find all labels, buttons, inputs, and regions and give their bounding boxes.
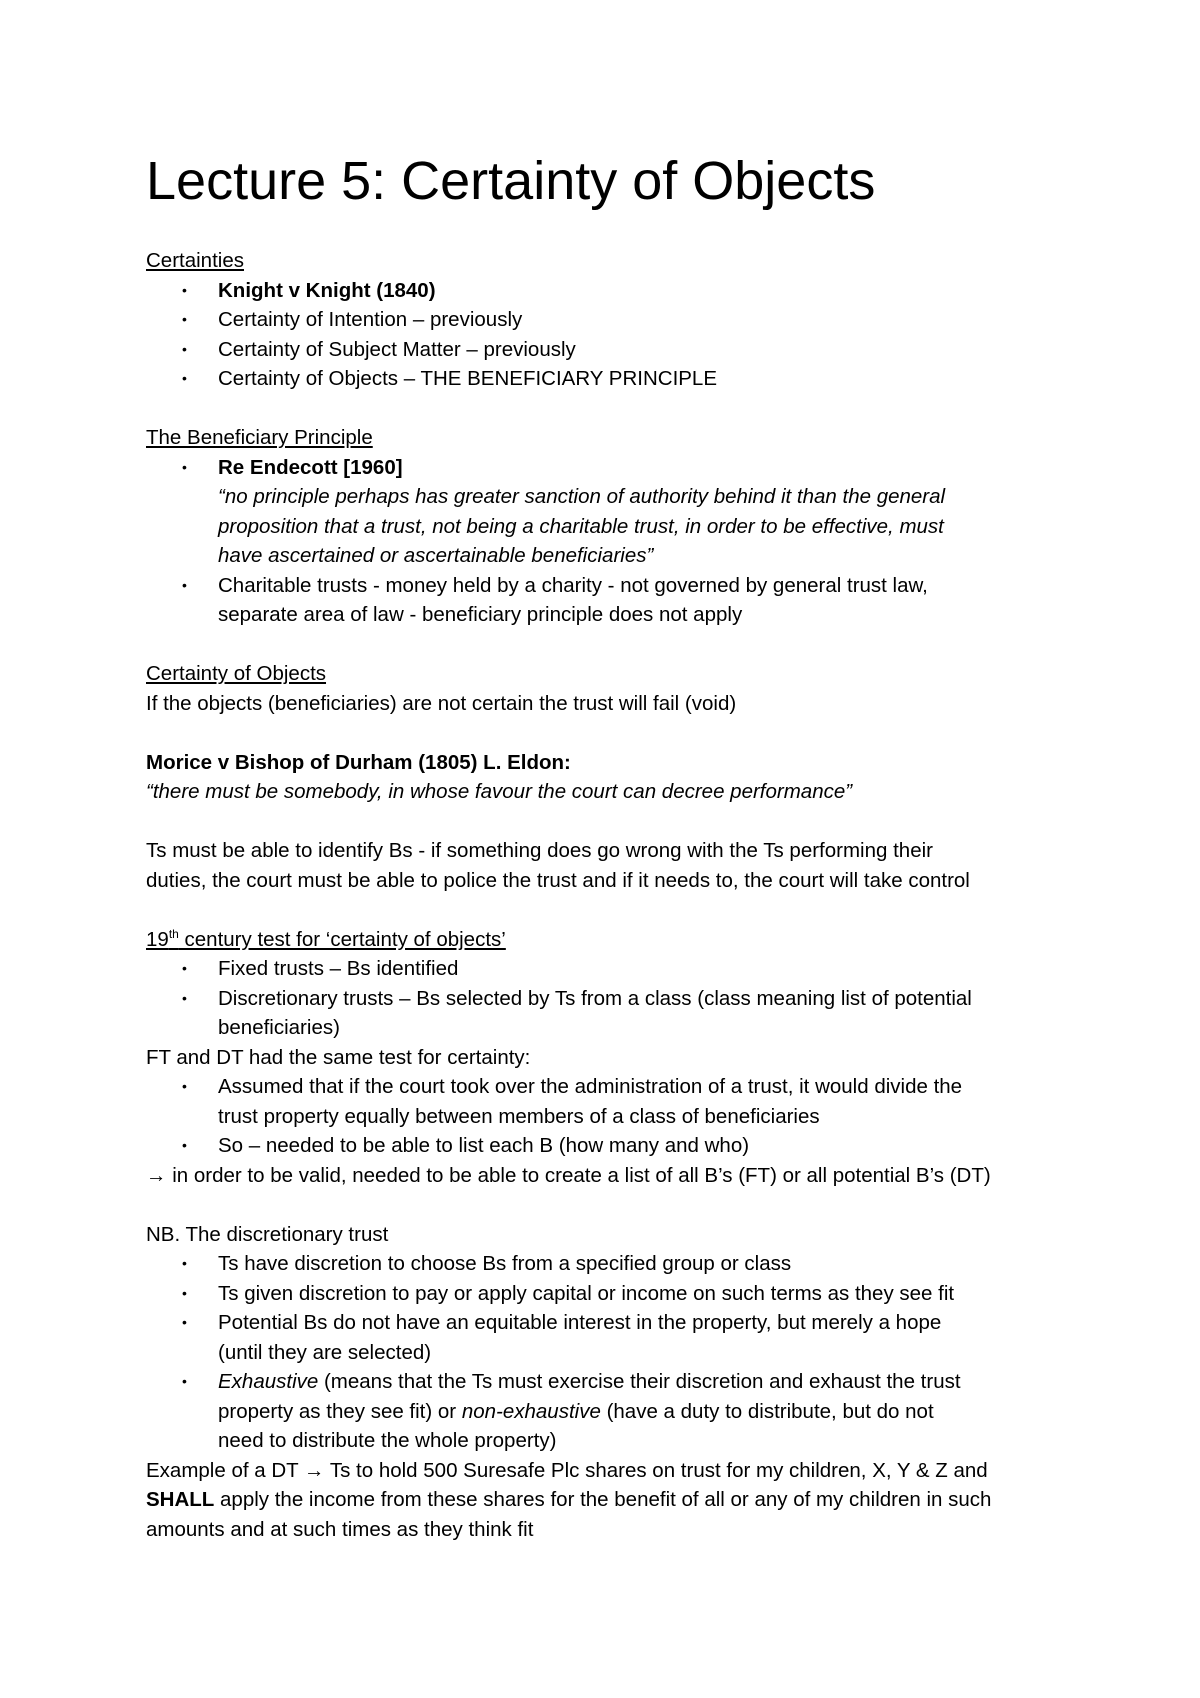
- bullet-icon: •: [182, 370, 187, 386]
- list-item: • Fixed trusts – Bs identified: [146, 954, 1076, 984]
- paragraph: If the objects (beneficiaries) are not certain the trust will fail (void): [146, 691, 737, 715]
- list-item: • Exhaustive (means that the Ts must exercise their discretion and exhaust the trust property as they see fit) or non-exhaustive (have a duty to distribute, but do not need to distribute the whole property): [146, 1367, 1076, 1456]
- list-item: • Knight v Knight (1840): [146, 276, 1076, 306]
- list-item: • Potential Bs do not have an equitable interest in the property, but merely a hope (until they are selected): [146, 1308, 1076, 1367]
- bullet-icon: •: [182, 1284, 187, 1301]
- list-item: • Certainty of Subject Matter – previously: [146, 335, 1076, 365]
- conclusion-line: → in order to be valid, needed to be able to create a list of all B’s (FT) or all potential B’s (DT): [146, 1163, 991, 1187]
- heading-discretionary-trust: NB. The discretionary trust: [146, 1222, 389, 1246]
- list-item: • Ts given discretion to pay or apply capital or income on such terms as they see fit: [146, 1279, 1076, 1309]
- list-item: • Assumed that if the court took over the administration of a trust, it would divide the trust property equally between members of a class of beneficiaries: [146, 1072, 1076, 1131]
- list-item: • Discretionary trusts – Bs selected by Ts from a class (class meaning list of potential beneficiaries): [146, 984, 1076, 1043]
- heading-beneficiary-principle: The Beneficiary Principle: [146, 426, 373, 449]
- paragraph: FT and DT had the same test for certainty:: [146, 1045, 531, 1069]
- list-item: • So – needed to be able to list each B (how many and who): [146, 1131, 1076, 1161]
- list-item: • Certainty of Objects – THE BENEFICIARY PRINCIPLE: [146, 364, 1076, 394]
- heading-certainty-of-objects: Certainty of Objects: [146, 662, 327, 685]
- beneficiary-list: [146, 453, 1076, 630]
- list-item: • Ts have discretion to choose Bs from a specified group or class: [146, 1249, 1076, 1279]
- bullet-icon: •: [182, 1137, 187, 1153]
- example-line: amounts and at such times as they think fit: [146, 1517, 534, 1541]
- bullet-icon: •: [182, 1373, 187, 1389]
- bullet-icon: •: [182, 989, 187, 1006]
- example-line: SHALL apply the income from these shares for the benefit of all or any of my children in such: [146, 1488, 992, 1511]
- test-list: [146, 1072, 1076, 1161]
- bullet-icon: •: [182, 576, 187, 593]
- bullet-icon: •: [182, 458, 187, 475]
- bullet-icon: •: [182, 1078, 187, 1094]
- heading-certainties: Certainties: [146, 249, 244, 272]
- paragraph: Ts must be able to identify Bs - if something does go wrong with the Ts performing their: [146, 839, 933, 862]
- bullet-icon: •: [182, 1255, 187, 1271]
- bullet-icon: •: [182, 311, 187, 327]
- discretionary-list: [146, 1249, 1076, 1456]
- bullet-icon: •: [182, 281, 187, 298]
- list-item: [146, 453, 1076, 571]
- trust-types-list: [146, 954, 1076, 1043]
- bullet-icon: •: [182, 340, 187, 357]
- page-title: Lecture 5: Certainty of Objects: [146, 151, 876, 211]
- certainties-list: [146, 276, 1076, 394]
- quote-line: have ascertained or ascertainable beneficiaries”: [218, 544, 654, 567]
- case-name: Morice v Bishop of Durham (1805) L. Eldon:: [146, 750, 571, 774]
- arrow-icon: →: [146, 1163, 167, 1187]
- bullet-icon: •: [182, 960, 187, 976]
- document-page: [146, 150, 1076, 1544]
- case-name: Re Endecott [1960]: [218, 455, 403, 479]
- list-item: • Certainty of Intention – previously: [146, 305, 1076, 335]
- quote-line: proposition that a trust, not being a charitable trust, in order to be effective, must: [218, 514, 944, 538]
- example-line: Example of a DT → Ts to hold 500 Suresafe Plc shares on trust for my children, X, Y & Z and: [146, 1458, 988, 1482]
- heading-19th-century-test: 19th century test for ‘certainty of objects’: [146, 926, 506, 951]
- arrow-icon: →: [304, 1458, 325, 1482]
- list-item: • Charitable trusts - money held by a charity - not governed by general trust law, separate area of law - beneficiary principle does not apply: [146, 571, 1076, 630]
- quote-line: “no principle perhaps has greater sanction of authority behind it than the general: [218, 485, 946, 508]
- paragraph: duties, the court must be able to police the trust and if it needs to, the court will take control: [146, 868, 970, 892]
- bullet-icon: •: [182, 1314, 187, 1330]
- quote-line: “there must be somebody, in whose favour the court can decree performance”: [146, 780, 853, 803]
